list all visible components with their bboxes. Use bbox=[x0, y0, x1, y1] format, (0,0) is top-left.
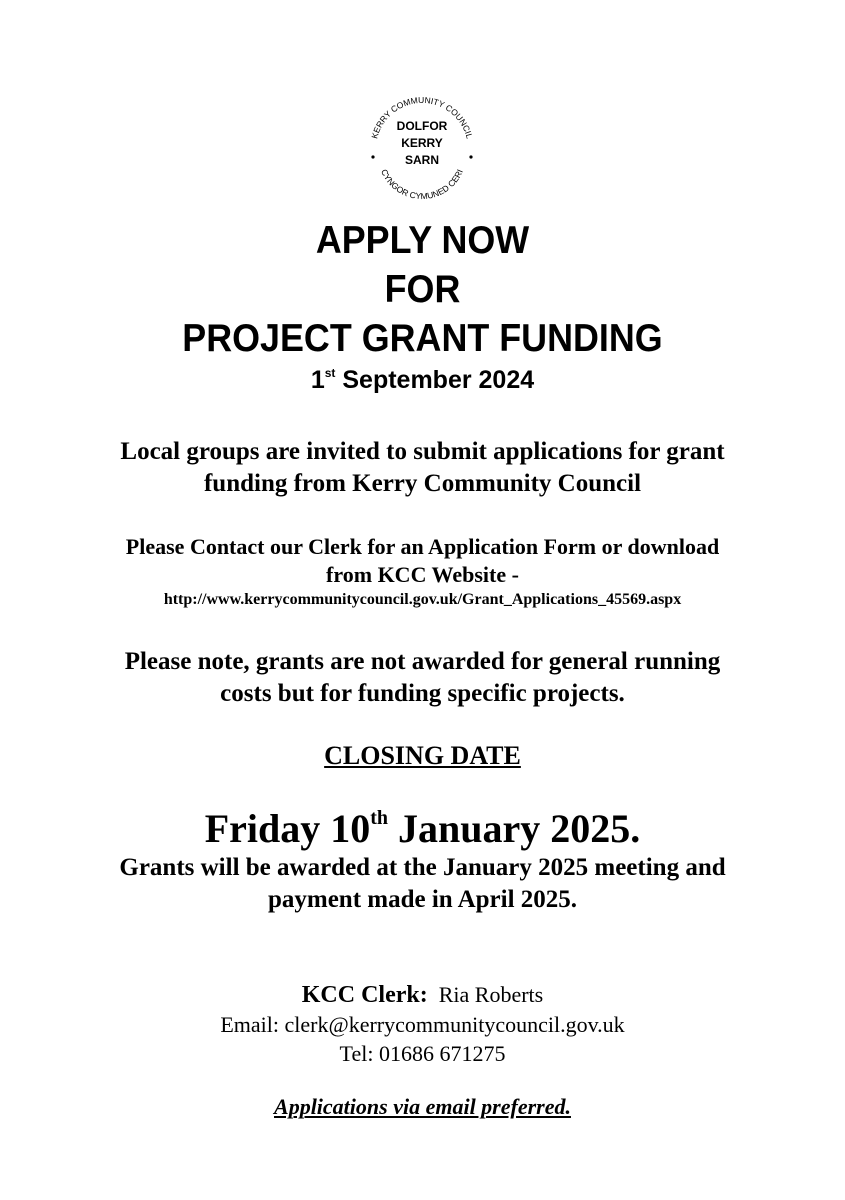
closing-date bbox=[0, 805, 845, 852]
clerk-name-row bbox=[0, 980, 845, 1010]
svg-text:CYNGOR CYMUNED CERI bbox=[379, 168, 465, 202]
closing-date-rest: January 2025. bbox=[388, 806, 641, 851]
headline-line-3: PROJECT GRANT FUNDING bbox=[182, 317, 663, 360]
open-date-suffix: st bbox=[324, 366, 336, 380]
invite-line-2: funding from Kerry Community Council bbox=[203, 470, 642, 497]
clerk-contact bbox=[0, 980, 845, 1068]
award-line-2: payment made in April 2025. bbox=[267, 886, 578, 913]
svg-text:KERRY COMMUNITY COUNCIL bbox=[369, 95, 475, 140]
note-paragraph bbox=[0, 646, 845, 710]
headline bbox=[34, 216, 811, 363]
invite-paragraph bbox=[0, 436, 845, 500]
seal-graphic bbox=[362, 85, 482, 205]
council-seal bbox=[362, 85, 482, 205]
note-line-2: costs but for funding specific projects. bbox=[220, 680, 625, 707]
open-date-day: 1 bbox=[310, 366, 325, 394]
contact-clerk-paragraph bbox=[0, 533, 845, 611]
open-date-rest: September 2024 bbox=[335, 366, 535, 394]
award-paragraph bbox=[0, 852, 845, 916]
headline-line-1: APPLY NOW bbox=[315, 219, 530, 262]
closing-date-heading: CLOSING DATE bbox=[324, 741, 521, 770]
seal-text-bottom: CYNGOR CYMUNED CERI bbox=[379, 167, 465, 202]
award-line-1: Grants will be awarded at the January 2025 meeting and bbox=[119, 854, 726, 881]
clerk-name: Ria Roberts bbox=[438, 982, 544, 1007]
clerk-email[interactable]: Email: clerk@kerrycommunitycouncil.gov.uk bbox=[220, 1012, 625, 1037]
contact-clerk-line-2: from KCC Website - bbox=[326, 562, 519, 587]
seal-inner-line-3: SARN bbox=[404, 153, 440, 167]
closing-date-prefix: Friday 10 bbox=[204, 806, 371, 851]
clerk-tel: Tel: 01686 671275 bbox=[339, 1041, 506, 1066]
closing-date-suffix: th bbox=[370, 807, 389, 829]
seal-text-top: KERRY COMMUNITY COUNCIL bbox=[369, 94, 475, 140]
website-url[interactable]: http://www.kerrycommunitycouncil.gov.uk/Grant_Applications_45569.aspx bbox=[163, 591, 682, 608]
email-preference: Applications via email preferred. bbox=[274, 1094, 571, 1119]
seal-inner-line-2: KERRY bbox=[401, 136, 443, 150]
headline-line-2: FOR bbox=[384, 268, 461, 311]
invite-line-1: Local groups are invited to submit applications for grant bbox=[120, 438, 725, 465]
open-date bbox=[0, 366, 845, 395]
clerk-label: KCC Clerk: bbox=[301, 982, 428, 1008]
contact-clerk-line-1: Please Contact our Clerk for an Application Form or download bbox=[125, 534, 720, 559]
seal-inner-line-1: DOLFOR bbox=[396, 119, 448, 133]
note-line-1: Please note, grants are not awarded for general running bbox=[124, 648, 721, 675]
